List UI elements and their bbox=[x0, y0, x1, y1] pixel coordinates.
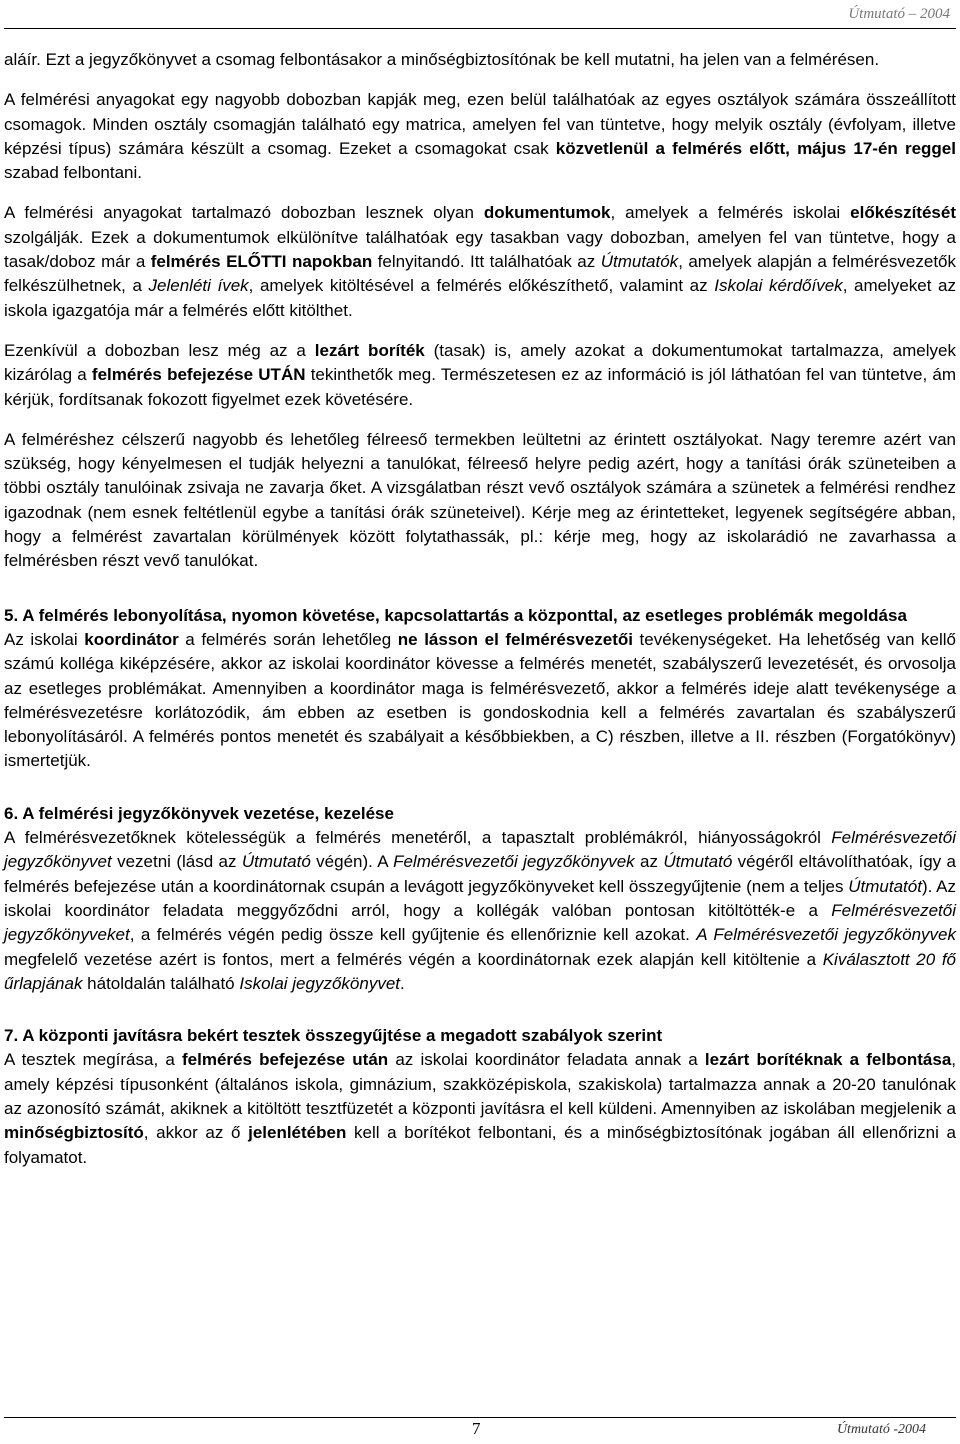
document-body bbox=[4, 48, 956, 1170]
paragraph-sealed-envelope: Ezenkívül a dobozban lesz még az a lezárt boríték (tasak) is, amely azokat a dokumentumokat tartalmazza, amelyek kizárólag a felmérés befejezése UTÁN tekinthetők meg. Természetesen ez az információ is jól láthatóan fel van tüntetve, ám kérjük, fordítsanak fokozott figyelmet ezek követésére. bbox=[4, 340, 957, 409]
section-7-body: A tesztek megírása, a felmérés befejezése után az iskolai koordinátor feladata annak a lezárt borítéknak a felbontása, amely képzési típusonként (általános iskola, gimnázium, szakközépiskola, szakiskola) tartalmazza annak a 20-20 tanulónak az azonosító számát, akiknek a kitöltött tesztfüzetét a központi javításra el kell küldeni. Amennyiben az iskolában megjelenik a minőségbiztosító, akkor az ő jelenlétében kell a borítékot felbontani, és a minőségbiztosítónak jogában áll ellenőrizni a folyamatot. bbox=[4, 1050, 957, 1167]
paragraph-packages: A felmérési anyagokat egy nagyobb dobozban kapják meg, ezen belül találhatóak az egyes osztályok számára összeállított csomagok. Minden osztály csomagján található egy matrica, amelyen fel van tüntetve, hogy melyik osztály (évfolyam, illetve képzési típus) számára készült a csomag. Ezeket a csomagokat csak közvetlenül a felmérés előtt, május 17-én reggel szabad felbontani. bbox=[4, 90, 956, 183]
footer-rule bbox=[4, 1417, 956, 1418]
section-5-body: Az iskolai koordinátor a felmérés során lehetőleg ne lásson el felmérésvezetői tevékenységeket. Ha lehetőség van kellő számú kolléga kiképzésére, akkor az iskolai koordinátor kövesse a felmérés menetét, szabályszerű levezetését, és orvosolja az esetleges problémákat. Amennyiben a koordinátor maga is felmérésvezető, akkor a felmérés ideje alatt tevékenysége a felmérésvezetésre korlátozódik, ám ebben az esetben is gondoskodnia kell a felmérés zavartalan és szabályszerű lebonyolításáról. A felmérés pontos menetét és szabályait a későbbiekben, a C) részben, illetve a II. részben (Forgatókönyv) ismertetjük. bbox=[4, 629, 957, 771]
section-6-heading: 6. A felmérési jegyzőkönyvek vezetése, kezelése bbox=[4, 803, 394, 823]
paragraph-documents: A felmérési anyagokat tartalmazó dobozban lesznek olyan dokumentumok, amelyek a felmérés iskolai előkészítését szolgálják. Ezek a dokumentumok elkülönítve találhatóak egy tasakban vagy dobozban, amelyen fel van tüntetve, hogy a tasak/doboz már a felmérés ELŐTTI napokban felnyitandó. Itt találhatóak az Útmutatók, amelyek alapján a felmérésvezetők felkészülhetnek, a Jelenléti ívek, amelyek kitöltésével a felmérés előkészíthető, valamint az Iskolai kérdőívek, amelyeket az iskola igazgatója már a felmérés előtt kitölthet. bbox=[4, 203, 957, 320]
paragraph-rooms: A felméréshez célszerű nagyobb és lehetőleg félreeső termekben leültetni az érintett osztályokat. Nagy teremre azért van szükség, hogy kényelmesen el tudják helyezni a tanulókat, félreeső helyre pedig azért, hogy a tanítási órák szüneteiben a többi osztály tanulóinak zsivaja ne zavarja őket. A vizsgálatban részt vevő osztályok számára a szünetek a felmérési rendhez igazodnak (nem esnek feltétlenül egybe a tanítási órák szüneteivel). Kérje meg az érintetteket, legyenek segítségére abban, hogy a felmérést zavartalan körülmények között folytathassák, pl.: kérje meg, hogy az iskolarádió ne zavarhassa a felmérésben részt vevő tanulókat. bbox=[4, 429, 956, 571]
running-footer-title: Útmutató -2004 bbox=[836, 1422, 926, 1437]
page-number: 7 bbox=[472, 1419, 481, 1438]
paragraph-signature: aláír. Ezt a jegyzőkönyvet a csomag felbontásakor a minőségbiztosítónak be kell mutatni, ha jelen van a felmérésen. bbox=[4, 50, 880, 69]
header-rule bbox=[4, 28, 956, 29]
section-5-heading: 5. A felmérés lebonyolítása, nyomon követése, kapcsolattartás a központtal, az esetleges problémák megoldása bbox=[4, 605, 907, 625]
running-header-title: Útmutató – 2004 bbox=[848, 6, 950, 22]
section-6-body: A felmérésvezetőknek kötelességük a felmérés menetéről, a tapasztalt problémákról, hiányosságokról Felmérésvezetői jegyzőkönyvet vezetni (lásd az Útmutató végén). A Felmérésvezetői jegyzőkönyvek az Útmutató végéről eltávolíthatóak, így a felmérés befejezése után a koordinátornak csupán a levágott jegyzőkönyveket kell összegyűjtenie (nem a teljes Útmutatót). Az iskolai koordinátor feladata meggyőződni arról, hogy a kollégák valóban pontosan kitöltötték-e a Felmérésvezetői jegyzőkönyveket, a felmérés végén pedig össze kell gyűjtenie és ellenőriznie kell azokat. A Felmérésvezetői jegyzőkönyvek megfelelő vezetése azért is fontos, mert a felmérés végén a koordinátornak ezek alapján kell kitöltenie a Kiválasztott 20 fő űrlapjának hátoldalán található Iskolai jegyzőkönyvet. bbox=[4, 828, 957, 993]
section-7-heading: 7. A központi javításra bekért tesztek összegyűjtése a megadott szabályok szerint bbox=[4, 1026, 663, 1046]
